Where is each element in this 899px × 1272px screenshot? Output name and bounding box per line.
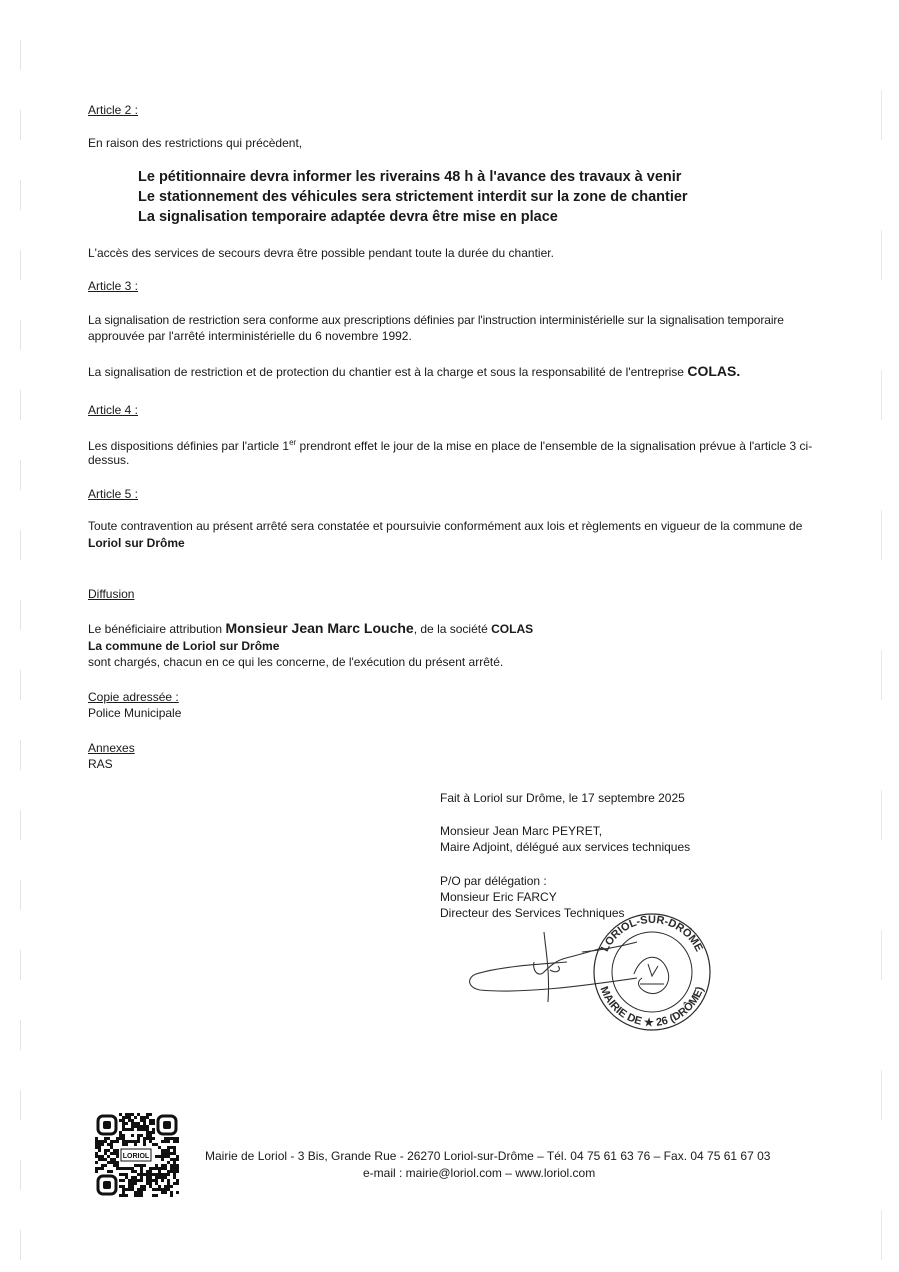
article-3-p2-text: La signalisation de restriction et de protection du chantier est à la charge et sous la responsabilité de l'entreprise bbox=[88, 365, 684, 379]
stamp-emblem bbox=[634, 957, 669, 993]
article-3-p1-line1: La signalisation de restriction sera conforme aux prescriptions définies par l'instruction interministérielle sur la signalisation temporaire bbox=[88, 313, 784, 327]
article-2-bold-line-1: Le pétitionnaire devra informer les riverains 48 h à l'avance des travaux à venir bbox=[138, 169, 682, 185]
diffusion-line1 bbox=[88, 621, 533, 636]
article-4-superscript: er bbox=[289, 438, 297, 447]
stamp-bottom-text: MAIRIE DE ★ 26 (DRÔME) bbox=[597, 984, 707, 1030]
beneficiary-name: Monsieur Jean Marc Louche bbox=[225, 620, 414, 636]
annexes-value: RAS bbox=[88, 757, 113, 771]
director-title: Directeur des Services Techniques bbox=[440, 906, 625, 920]
article-3-company: COLAS. bbox=[687, 363, 741, 379]
article-4-heading: Article 4 : bbox=[88, 403, 139, 417]
signature-and-stamp bbox=[462, 912, 712, 1042]
diffusion-heading: Diffusion bbox=[88, 587, 135, 601]
article-2-heading: Article 2 : bbox=[88, 103, 139, 117]
diffusion-line1-prefix: Le bénéficiaire attribution bbox=[88, 622, 223, 636]
annexes-heading: Annexes bbox=[88, 741, 135, 755]
qr-logo: LORIOL bbox=[122, 1153, 150, 1160]
stamp-top-text: LORIOL-SUR-DRÔME bbox=[599, 913, 705, 954]
article-2-intro: En raison des restrictions qui précèdent, bbox=[88, 136, 303, 150]
diffusion-line1-mid: , de la société bbox=[413, 622, 488, 636]
article-2-access: L'accès des services de secours devra être possible pendant toute la durée du chantier. bbox=[88, 246, 554, 260]
scan-edge-right bbox=[881, 0, 882, 1272]
article-3-p1-line2: approuvée par l'arrêté interministérielle du 6 novembre 1992. bbox=[88, 329, 412, 343]
qr-code bbox=[95, 1113, 179, 1197]
copie-value: Police Municipale bbox=[88, 706, 182, 720]
article-3-p2 bbox=[88, 364, 740, 379]
diffusion-line2: La commune de Loriol sur Drôme bbox=[88, 639, 280, 653]
article-5-heading: Article 5 : bbox=[88, 487, 139, 501]
article-4-line2: dessus. bbox=[88, 453, 130, 467]
footer-address: Mairie de Loriol - 3 Bis, Grande Rue - 26270 Loriol-sur-Drôme – Tél. 04 75 61 63 76 – Fax. 04 75 61 67 03 bbox=[205, 1149, 771, 1163]
article-4-line1-start: Les dispositions définies par l'article 1 bbox=[88, 439, 290, 453]
copie-heading: Copie adressée : bbox=[88, 690, 179, 704]
article-5-line2: Loriol sur Drôme bbox=[88, 536, 185, 550]
article-2-bold-line-2: Le stationnement des véhicules sera strictement interdit sur la zone de chantier bbox=[138, 189, 688, 205]
place-date: Fait à Loriol sur Drôme, le 17 septembre 2025 bbox=[440, 791, 685, 805]
footer-contact: e-mail : mairie@loriol.com – www.loriol.com bbox=[363, 1166, 596, 1180]
article-3-heading: Article 3 : bbox=[88, 279, 139, 293]
article-4-line1 bbox=[88, 436, 812, 453]
article-4-line1-end: prendront effet le jour de la mise en place de l'ensemble de la signalisation prévue à l'article 3 ci- bbox=[296, 439, 813, 453]
scan-edge-left bbox=[20, 0, 21, 1272]
article-5-line1: Toute contravention au présent arrêté sera constatée et poursuivie conformément aux lois et règlements en vigueur de la commune de bbox=[88, 519, 803, 533]
mayor-name: Monsieur Jean Marc PEYRET, bbox=[440, 824, 603, 838]
diffusion-line3: sont chargés, chacun en ce qui les concerne, de l'exécution du présent arrêté. bbox=[88, 655, 504, 669]
diffusion-company: COLAS bbox=[491, 622, 534, 636]
article-2-bold-line-3: La signalisation temporaire adaptée devra être mise en place bbox=[138, 209, 558, 225]
director-name: Monsieur Eric FARCY bbox=[440, 890, 557, 904]
mayor-title: Maire Adjoint, délégué aux services techniques bbox=[440, 840, 691, 854]
po-delegation: P/O par délégation : bbox=[440, 874, 547, 888]
